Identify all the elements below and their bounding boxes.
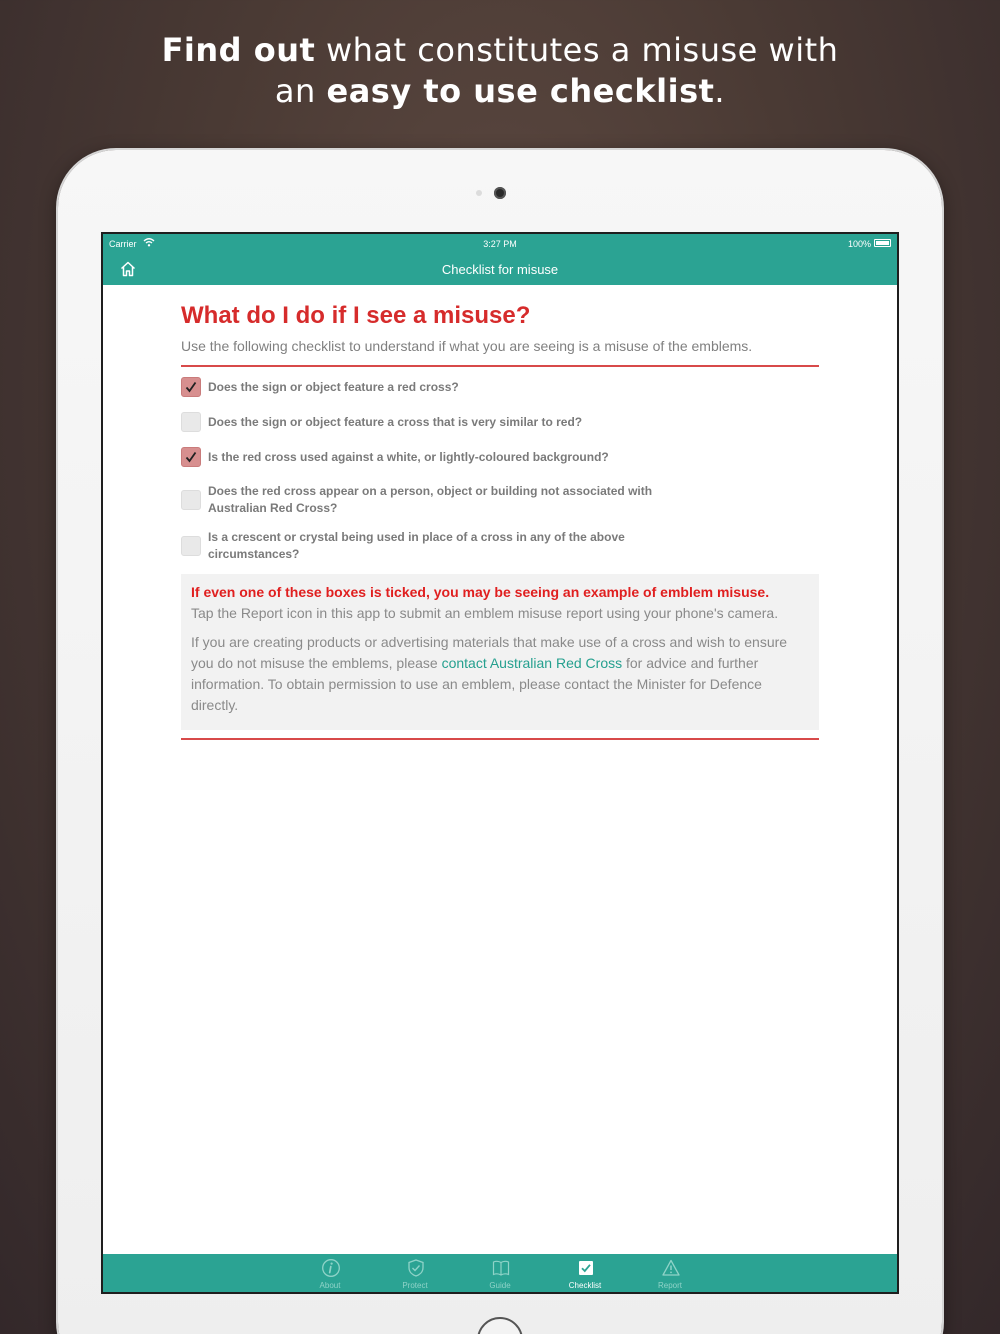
callout-paragraph-1: [191, 582, 809, 624]
battery-percent: 100%: [847, 239, 871, 249]
front-camera: [494, 187, 506, 199]
tab-label: Protect: [402, 1281, 428, 1290]
tab-label: Guide: [489, 1281, 511, 1290]
checklist-item[interactable]: [181, 412, 819, 432]
promo-line-1: [0, 30, 1000, 71]
tab-checklist[interactable]: [543, 1254, 628, 1292]
checkbox-icon: [576, 1258, 596, 1278]
checklist-item[interactable]: [181, 447, 819, 467]
misuse-checklist: [181, 377, 819, 564]
checklist-item[interactable]: [181, 377, 819, 397]
tab-report[interactable]: [628, 1254, 713, 1292]
tab-label: Report: [657, 1281, 682, 1290]
hardware-home-button[interactable]: [477, 1317, 523, 1334]
checkbox[interactable]: [181, 536, 201, 556]
callout-alert-body: Tap the Report icon in this app to submit an emblem misuse report using your phone's camera.: [191, 605, 779, 621]
checklist-item-label: Does the sign or object feature a cross that is very similar to red?: [208, 414, 583, 429]
status-bar: [103, 234, 897, 254]
callout-alert: If even one of these boxes is ticked, you may be seeing an example of emblem misuse.: [191, 584, 770, 600]
callout-paragraph-2: [191, 632, 809, 716]
promo-text-1: what constitutes a misuse with: [315, 31, 839, 69]
status-time: 3:27 PM: [483, 239, 517, 249]
checklist-item-label: Is the red cross used against a white, or lightly-coloured background?: [208, 449, 609, 464]
promo-text-2: an: [274, 72, 327, 110]
checklist-content: [181, 285, 819, 740]
callout-text-pre: If you are creating products or advertising materials that make use of a cross and wish to ensure you do not misuse the emblems, please: [191, 634, 788, 671]
promo-line-2: [0, 71, 1000, 112]
page-heading: What do I do if I see a misuse?: [181, 302, 531, 329]
checklist-item[interactable]: [181, 528, 819, 564]
checkbox[interactable]: [181, 412, 201, 432]
book-icon: [491, 1258, 511, 1278]
tab-bar: [103, 1254, 897, 1292]
checkbox[interactable]: [181, 447, 201, 467]
tab-protect[interactable]: [373, 1254, 458, 1292]
checkbox[interactable]: [181, 377, 201, 397]
nav-title: Checklist for misuse: [441, 262, 559, 277]
page-intro: Use the following checklist to understand if what you are seeing is a misuse of the emblems.: [181, 338, 753, 354]
info-icon: [321, 1258, 341, 1278]
carrier-label: Carrier: [109, 239, 137, 249]
home-icon[interactable]: [119, 260, 137, 278]
callout-text-post: for advice and further information. To obtain permission to use an emblem, please contact the Minister for Defence directly.: [191, 655, 762, 713]
checklist-item-label: Does the red cross appear on a person, object or building not associated with Australian Red Cross?: [208, 484, 653, 515]
checkmark-icon: [184, 380, 198, 394]
checkbox[interactable]: [181, 490, 201, 510]
divider-top: [181, 365, 819, 367]
warning-icon: [661, 1258, 681, 1278]
promo-text-3: .: [714, 72, 726, 110]
checklist-item-label: Is a crescent or crystal being used in place of a cross in any of the above circumstances?: [208, 530, 625, 561]
shield-icon: [406, 1258, 426, 1278]
app-screen: [101, 232, 899, 1294]
light-sensor: [476, 190, 482, 196]
checkmark-icon: [184, 450, 198, 464]
battery-icon: [874, 239, 891, 247]
nav-bar: [103, 254, 897, 285]
tab-label: Checklist: [568, 1281, 602, 1290]
promo-bold-2: easy to use checklist: [326, 72, 715, 110]
tab-label: About: [319, 1281, 341, 1290]
checklist-item[interactable]: [181, 482, 819, 518]
contact-red-cross-link[interactable]: contact Australian Red Cross: [441, 655, 623, 671]
divider-bottom: [181, 738, 819, 740]
promo-caption: [0, 30, 1000, 112]
misuse-callout: [181, 574, 819, 730]
promo-bold-1: Find out: [161, 31, 316, 69]
checklist-item-label: Does the sign or object feature a red cross?: [208, 379, 459, 394]
tab-guide[interactable]: [458, 1254, 543, 1292]
tab-about[interactable]: [288, 1254, 373, 1292]
